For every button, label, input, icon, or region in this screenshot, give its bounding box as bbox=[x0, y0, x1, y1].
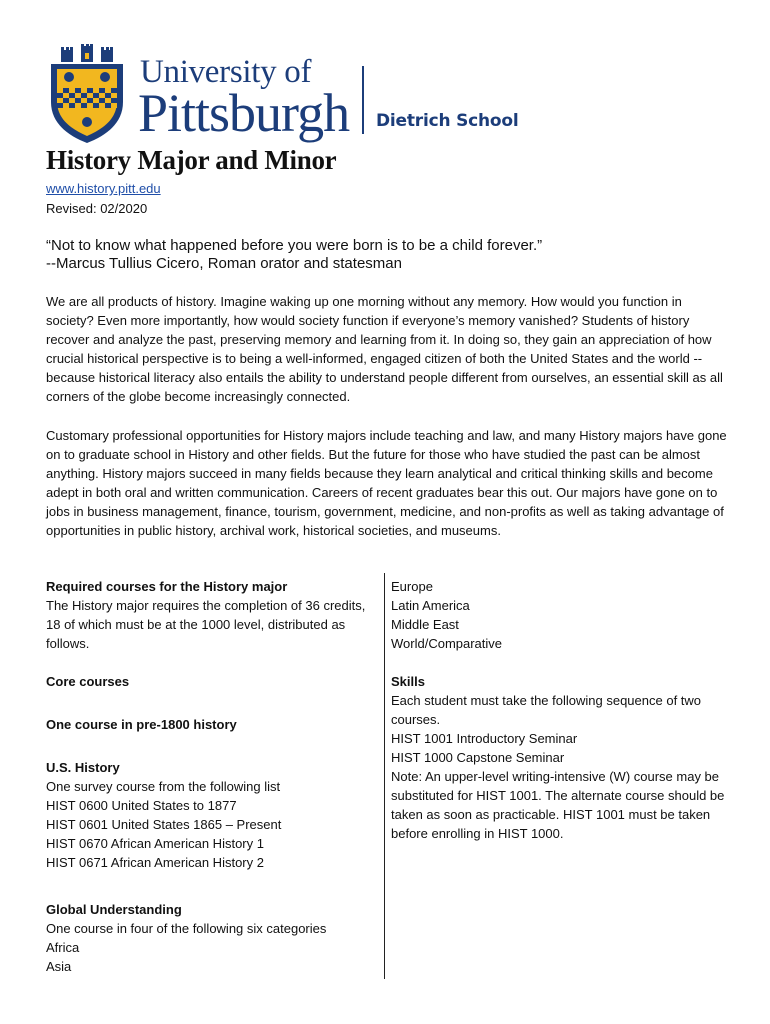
us-history-text: One survey course from the following list bbox=[46, 779, 281, 794]
region-item: World/Comparative bbox=[391, 636, 503, 651]
course-item: HIST 1000 Capstone Seminar bbox=[391, 750, 565, 765]
intro-paragraph: We are all products of history. Imagine waking up one morning without any memory. How would you function in society? Even more importantly, how would society function if everyone’s memory vanished? Students of history recover and analyze the past, preserving memory and learning from it. In doing so, they gain an appreciation of how crucial historical perspective is to being a well-informed, engaged citizen of both the United States and the world -- because historical literacy also entails the ability to understand people different from ourselves, an essential skill as all corners of the globe become increasingly connected. bbox=[46, 294, 723, 404]
document-title: History Major and Minor bbox=[46, 145, 337, 175]
pre-1800-heading: One course in pre-1800 history bbox=[46, 717, 237, 732]
course-item: HIST 0671 African American History 2 bbox=[46, 855, 264, 870]
global-understanding-text: One course in four of the following six categories bbox=[46, 921, 327, 936]
column-divider bbox=[384, 573, 385, 979]
revised-date: Revised: 02/2020 bbox=[46, 201, 148, 216]
left-column bbox=[46, 577, 371, 976]
skills-note: Note: An upper-level writing-intensive (W) course may be substituted for HIST 1001. The alternate course should be taken as soon as practicable. HIST 1001 must be taken before enrolling in HIST 1000. bbox=[391, 769, 725, 841]
region-item: Europe bbox=[391, 579, 433, 594]
required-courses-heading: Required courses for the History major bbox=[46, 579, 288, 594]
region-item: Asia bbox=[46, 959, 72, 974]
cicero-quote bbox=[46, 237, 726, 273]
quote-attribution: --Marcus Tullius Cicero, Roman orator and statesman bbox=[46, 255, 402, 272]
region-item: Latin America bbox=[391, 598, 470, 613]
school-name: Dietrich School bbox=[376, 111, 519, 131]
skills-heading: Skills bbox=[391, 674, 425, 689]
right-column bbox=[391, 577, 731, 843]
careers-paragraph: Customary professional opportunities for History majors include teaching and law, and many History majors have gone on to graduate school in History and other fields. But the future for those who have studied the past can be almost anything. History majors succeed in many fields because they learn analytical and critical thinking skills and become adept in both oral and written communication. Careers of recent graduates bear this out. Our majors have gone on to jobs in business management, finance, tourism, government, medicine, and non-profits as well as taking advantage of opportunities in public history, archival work, historical societies, and museums. bbox=[46, 428, 727, 538]
university-name-text: Pittsburgh bbox=[138, 83, 350, 143]
course-item: HIST 0600 United States to 1877 bbox=[46, 798, 237, 813]
us-history-heading: U.S. History bbox=[46, 760, 120, 775]
region-item: Middle East bbox=[391, 617, 459, 632]
required-courses-text: The History major requires the completion of 36 credits, 18 of which must be at the 1000 level, distributed as follows. bbox=[46, 598, 366, 651]
website-link[interactable]: www.history.pitt.edu bbox=[46, 181, 161, 196]
quote-text: “Not to know what happened before you were born is to be a child forever.” bbox=[46, 237, 543, 254]
university-of-text: University of bbox=[140, 54, 312, 90]
region-item: Africa bbox=[46, 940, 80, 955]
course-item: HIST 0601 United States 1865 – Present bbox=[46, 817, 282, 832]
course-item: HIST 1001 Introductory Seminar bbox=[391, 731, 578, 746]
course-item: HIST 0670 African American History 1 bbox=[46, 836, 264, 851]
university-crest-logo bbox=[47, 44, 127, 144]
skills-text: Each student must take the following sequence of two courses. bbox=[391, 693, 702, 727]
core-courses-heading: Core courses bbox=[46, 674, 130, 689]
global-understanding-heading: Global Understanding bbox=[46, 902, 182, 917]
logo-divider bbox=[362, 66, 364, 134]
